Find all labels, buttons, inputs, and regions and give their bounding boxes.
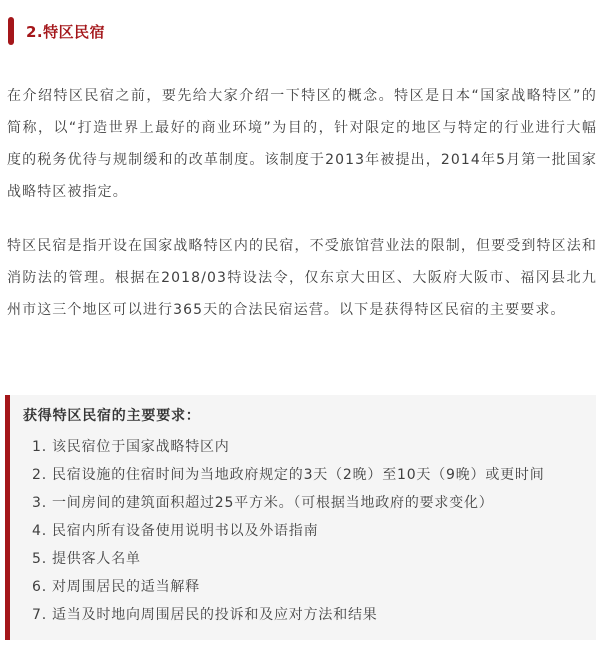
list-item-number: 1. <box>32 439 47 455</box>
list-item <box>32 545 545 573</box>
list-item-number: 7. <box>32 607 47 623</box>
list-item-text: 提供客人名单 <box>52 551 141 567</box>
list-item-text: 民宿设施的住宿时间为当地政府规定的3天（2晚）至10天（9晚）或更时间 <box>52 467 545 483</box>
list-item <box>32 601 545 629</box>
intro-paragraph: 在介绍特区民宿之前，要先给大家介绍一下特区的概念。特区是日本“国家战略特区”的简称，以“打造世界上最好的商业环境”为目的，针对限定的地区与特定的行业进行大幅度的税务优待与规制缓和的改革制度。该制度于2013年被提出，2014年5月第一批国家战略特区被指定。 <box>7 88 597 200</box>
requirements-title: 获得特区民宿的主要要求： <box>23 408 201 424</box>
list-item-number: 2. <box>32 467 47 483</box>
list-item-number: 3. <box>32 495 47 511</box>
list-item-text: 适当及时地向周围居民的投诉和及应对方法和结果 <box>52 607 378 623</box>
list-item-text: 对周围居民的适当解释 <box>52 579 200 595</box>
header-accent-bar <box>8 17 14 45</box>
section-header <box>8 16 105 46</box>
list-item-number: 4. <box>32 523 47 539</box>
requirements-list <box>32 433 545 629</box>
section-title: 2.特区民宿 <box>26 22 106 41</box>
list-item-number: 6. <box>32 579 47 595</box>
list-item <box>32 433 545 461</box>
list-item-text: 该民宿位于国家战略特区内 <box>52 439 230 455</box>
list-item <box>32 489 545 517</box>
list-item <box>32 573 545 601</box>
list-item <box>32 517 545 545</box>
definition-paragraph: 特区民宿是指开设在国家战略特区内的民宿，不受旅馆营业法的限制，但要受到特区法和消防法的管理。根据在2018/03特设法令，仅东京大田区、大阪府大阪市、福冈县北九州市这三个地区可以进行365天的合法民宿运营。以下是获得特区民宿的主要要求。 <box>7 238 597 318</box>
list-item <box>32 461 545 489</box>
list-item-text: 一间房间的建筑面积超过25平方米。（可根据当地政府的要求变化） <box>52 495 494 511</box>
requirements-box <box>5 395 596 640</box>
list-item-number: 5. <box>32 551 47 567</box>
list-item-text: 民宿内所有设备使用说明书以及外语指南 <box>52 523 319 539</box>
